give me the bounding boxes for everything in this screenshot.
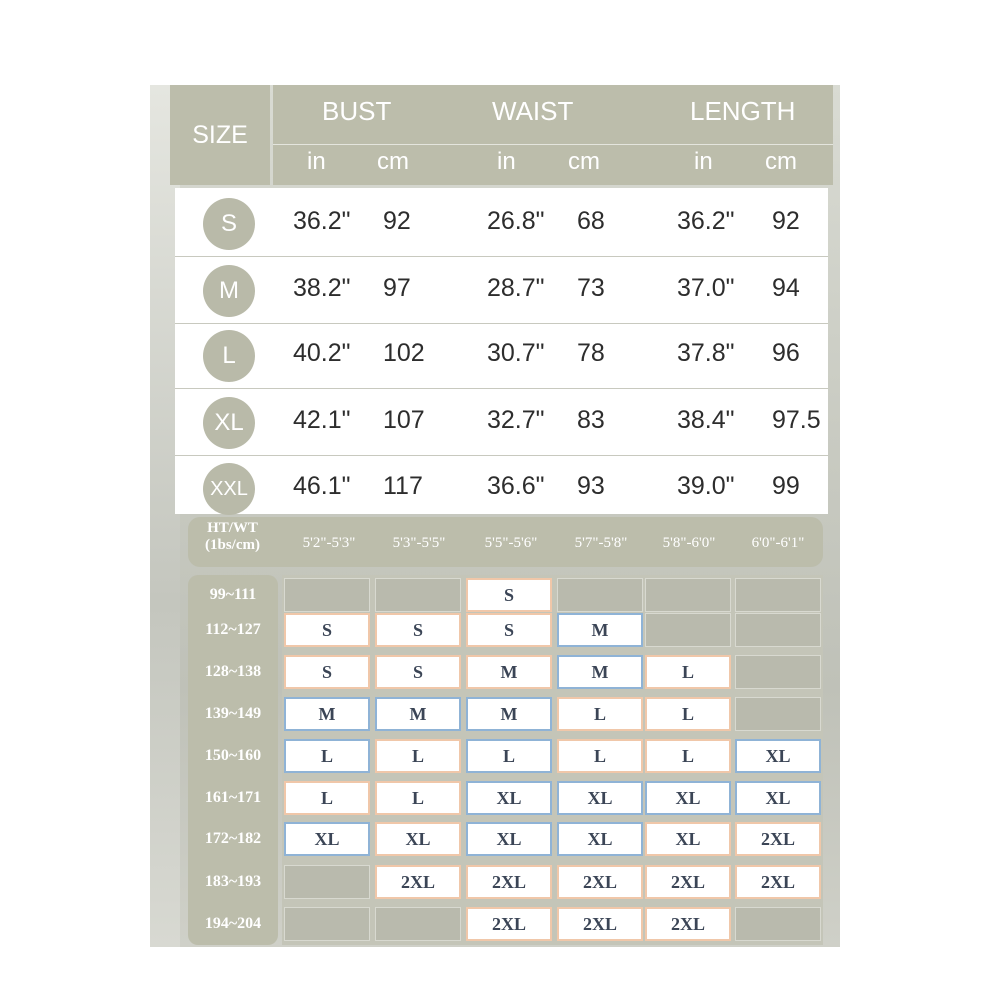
empty-cell <box>735 907 821 941</box>
measurement-value: 83 <box>577 406 605 434</box>
height-label: 5'7"-5'8" <box>574 535 628 551</box>
size-recommendation-cell: XL <box>284 822 370 856</box>
corner-label-bottom: (1bs/cm) <box>205 537 260 553</box>
height-label: 5'2"-5'3" <box>302 535 356 551</box>
measurement-row <box>175 456 828 522</box>
size-recommendation-cell: XL <box>735 781 821 815</box>
measurement-value: 36.6" <box>487 472 545 500</box>
size-recommendation-cell: L <box>645 739 731 773</box>
size-recommendation-cell: S <box>375 655 461 689</box>
size-recommendation-cell: XL <box>735 739 821 773</box>
header-divider <box>273 144 833 145</box>
size-recommendation-cell: 2XL <box>645 865 731 899</box>
size-recommendation-cell: M <box>557 613 643 647</box>
height-label: 5'5"-5'6" <box>484 535 538 551</box>
size-recommendation-cell: L <box>645 655 731 689</box>
measurement-value: 96 <box>772 339 800 367</box>
measurement-value: 97.5 <box>772 406 821 434</box>
measurement-value: 36.2" <box>677 207 735 235</box>
weight-label: 128~138 <box>204 663 262 680</box>
measurement-value: 92 <box>383 207 411 235</box>
size-recommendation-cell: M <box>375 697 461 731</box>
size-recommendation-cell: 2XL <box>466 865 552 899</box>
weight-label: 139~149 <box>204 705 262 722</box>
size-badge: L <box>203 330 255 382</box>
size-recommendation-cell: 2XL <box>466 907 552 941</box>
size-recommendation-cell: S <box>466 613 552 647</box>
unit-length-in: in <box>694 148 713 175</box>
weight-label: 183~193 <box>204 873 262 890</box>
size-recommendation-cell: XL <box>645 822 731 856</box>
group-header-waist: WAIST <box>492 96 574 126</box>
size-recommendation-cell: L <box>284 739 370 773</box>
size-recommendation-cell: M <box>466 655 552 689</box>
empty-cell <box>735 613 821 647</box>
weight-label: 161~171 <box>204 789 262 806</box>
size-recommendation-cell: XL <box>466 781 552 815</box>
size-recommendation-cell: L <box>375 739 461 773</box>
size-recommendation-cell: M <box>466 697 552 731</box>
row-divider <box>175 388 828 389</box>
size-recommendation-cell: L <box>466 739 552 773</box>
size-recommendation-cell: XL <box>375 822 461 856</box>
measurement-value: 68 <box>577 207 605 235</box>
empty-cell <box>557 578 643 612</box>
weight-label: 194~204 <box>204 915 262 932</box>
measurement-value: 30.7" <box>487 339 545 367</box>
empty-cell <box>284 907 370 941</box>
empty-cell <box>375 907 461 941</box>
size-badge: XXL <box>203 463 255 515</box>
measurement-value: 38.2" <box>293 274 351 302</box>
measurement-value: 93 <box>577 472 605 500</box>
measurement-value: 28.7" <box>487 274 545 302</box>
height-label: 6'0"-6'1" <box>751 535 805 551</box>
height-label: 5'8"-6'0" <box>662 535 716 551</box>
size-recommendation-cell: S <box>284 655 370 689</box>
measurement-unit-header <box>273 145 833 185</box>
measurement-value: 46.1" <box>293 472 351 500</box>
size-badge: XL <box>203 397 255 449</box>
weight-label: 172~182 <box>204 830 262 847</box>
unit-length-cm: cm <box>765 148 797 175</box>
weight-label: 112~127 <box>205 621 261 638</box>
measurement-value: 39.0" <box>677 472 735 500</box>
size-recommendation-cell: L <box>557 739 643 773</box>
empty-cell <box>284 865 370 899</box>
size-header-label: SIZE <box>192 120 248 149</box>
measurement-value: 99 <box>772 472 800 500</box>
size-recommendation-cell: 2XL <box>375 865 461 899</box>
measurement-value: 97 <box>383 274 411 302</box>
height-label: 5'3"-5'5" <box>392 535 446 551</box>
measurement-row <box>175 323 828 389</box>
measurement-value: 32.7" <box>487 406 545 434</box>
weight-label: 150~160 <box>204 747 262 764</box>
measurement-value: 117 <box>383 472 423 500</box>
size-recommendation-cell: S <box>284 613 370 647</box>
unit-bust-cm: cm <box>377 148 409 175</box>
measurement-value: 40.2" <box>293 339 351 367</box>
measurement-value: 37.8" <box>677 339 735 367</box>
unit-waist-cm: cm <box>568 148 600 175</box>
measurement-value: 73 <box>577 274 605 302</box>
measurement-row <box>175 390 828 456</box>
measurement-value: 78 <box>577 339 605 367</box>
size-recommendation-cell: XL <box>466 822 552 856</box>
size-recommendation-cell: XL <box>557 781 643 815</box>
size-recommendation-cell: 2XL <box>645 907 731 941</box>
corner-label-top: HT/WT <box>207 520 258 536</box>
fit-chart-corner-label <box>190 520 275 554</box>
empty-cell <box>735 697 821 731</box>
measurement-value: 94 <box>772 274 800 302</box>
size-badge: M <box>203 265 255 317</box>
unit-bust-in: in <box>307 148 326 175</box>
measurement-value: 36.2" <box>293 207 351 235</box>
size-recommendation-cell: M <box>284 697 370 731</box>
size-header <box>170 85 270 185</box>
size-recommendation-cell: M <box>557 655 643 689</box>
size-recommendation-cell: L <box>645 697 731 731</box>
empty-cell <box>645 578 731 612</box>
measurement-value: 38.4" <box>677 406 735 434</box>
measurement-row <box>175 191 828 257</box>
size-recommendation-cell: L <box>557 697 643 731</box>
empty-cell <box>735 655 821 689</box>
measurement-value: 107 <box>383 406 425 434</box>
measurement-row <box>175 258 828 324</box>
measurement-value: 26.8" <box>487 207 545 235</box>
size-recommendation-cell: S <box>375 613 461 647</box>
size-recommendation-cell: XL <box>645 781 731 815</box>
size-recommendation-cell: S <box>466 578 552 612</box>
measurement-value: 102 <box>383 339 425 367</box>
group-header-length: LENGTH <box>690 96 796 126</box>
size-recommendation-cell: XL <box>557 822 643 856</box>
measurement-value: 92 <box>772 207 800 235</box>
measurement-value: 37.0" <box>677 274 735 302</box>
measurement-value: 42.1" <box>293 406 351 434</box>
empty-cell <box>735 578 821 612</box>
empty-cell <box>645 613 731 647</box>
size-recommendation-cell: 2XL <box>557 865 643 899</box>
size-recommendation-cell: L <box>284 781 370 815</box>
row-divider <box>175 256 828 257</box>
size-recommendation-cell: 2XL <box>557 907 643 941</box>
size-recommendation-cell: L <box>375 781 461 815</box>
size-recommendation-cell: 2XL <box>735 865 821 899</box>
group-header-bust: BUST <box>322 96 392 126</box>
unit-waist-in: in <box>497 148 516 175</box>
empty-cell <box>284 578 370 612</box>
size-recommendation-cell: 2XL <box>735 822 821 856</box>
empty-cell <box>375 578 461 612</box>
size-badge: S <box>203 198 255 250</box>
weight-label: 99~111 <box>209 586 257 603</box>
